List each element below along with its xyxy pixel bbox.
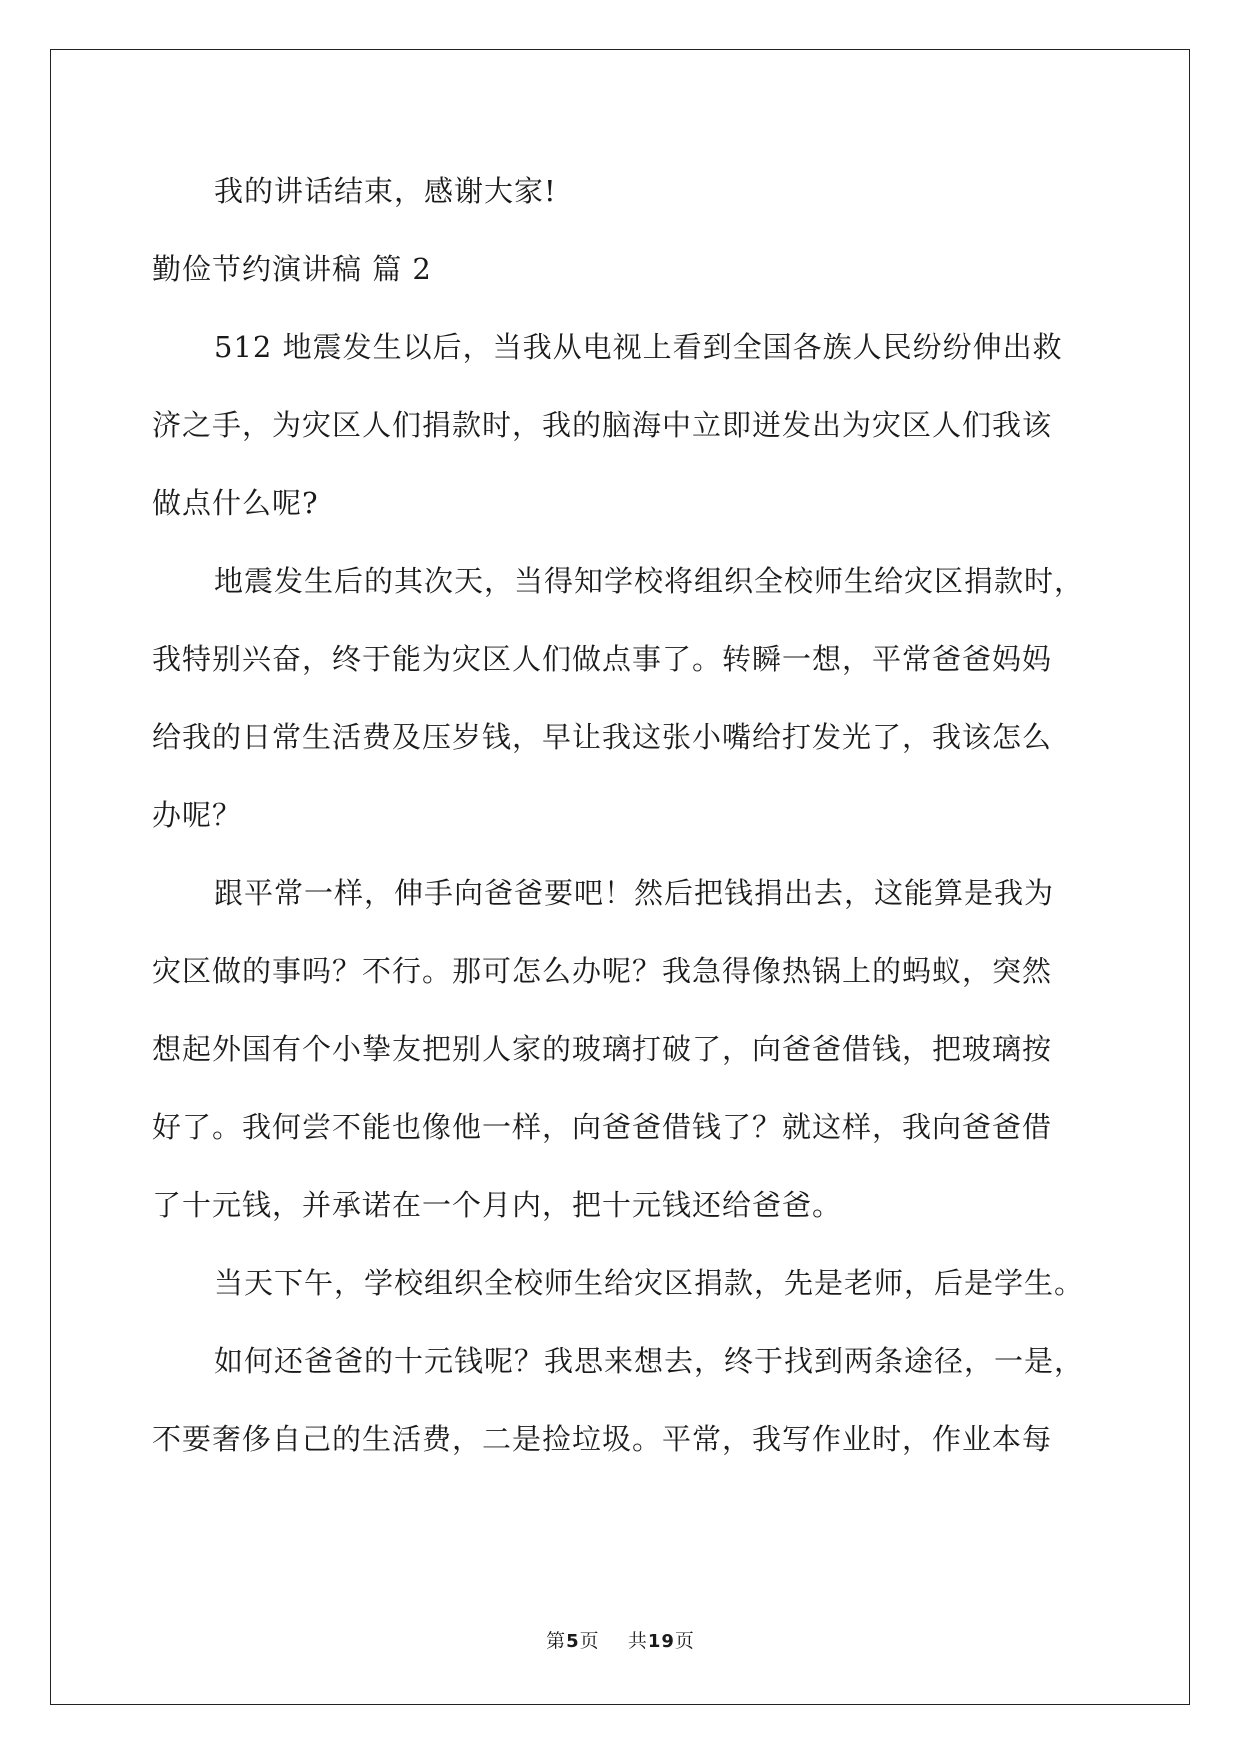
paragraph-line: 不要奢侈自己的生活费，二是捡垃圾。平常，我写作业时，作业本每 — [152, 1422, 1053, 1456]
paragraph-line: 地震发生后的其次天，当得知学校将组织全校师生给灾区捐款时， — [214, 564, 1085, 598]
paragraph-line: 如何还爸爸的十元钱呢？我思来想去，终于找到两条途径，一是， — [214, 1344, 1085, 1378]
page-footer — [0, 1626, 1241, 1653]
paragraph-line: 跟平常一样，伸手向爸爸要吧！然后把钱捐出去，这能算是我为 — [214, 876, 1055, 910]
paragraph-line: 我的讲话结束，感谢大家! — [214, 174, 557, 208]
footer-prefix: 第 — [546, 1630, 567, 1652]
footer-total-prefix: 共 — [627, 1630, 648, 1652]
paragraph-line: 当天下午，学校组织全校师生给灾区捐款，先是老师，后是学生。 — [214, 1266, 1085, 1300]
paragraph-line: 好了。我何尝不能也像他一样，向爸爸借钱了？就这样，我向爸爸借 — [152, 1110, 1053, 1144]
footer-page-suffix: 页 — [579, 1630, 600, 1652]
paragraph-line: 做点什么呢? — [152, 486, 319, 520]
page-number: 5 — [566, 1631, 580, 1652]
paragraph-line: 灾区做的事吗？不行。那可怎么办呢？我急得像热锅上的蚂蚁，突然 — [152, 954, 1053, 988]
footer-total-suffix: 页 — [674, 1630, 695, 1652]
paragraph-line: 济之手，为灾区人们捐款时，我的脑海中立即迸发出为灾区人们我该 — [152, 408, 1053, 442]
paragraph-line: 512 地震发生以后，当我从电视上看到全国各族人民纷纷伸出救 — [214, 330, 1063, 364]
paragraph-line: 我特别兴奋，终于能为灾区人们做点事了。转瞬一想，平常爸爸妈妈 — [152, 642, 1053, 676]
section-heading: 勤俭节约演讲稿 篇 2 — [152, 252, 432, 286]
page-total: 19 — [647, 1631, 675, 1652]
paragraph-line: 了十元钱，并承诺在一个月内，把十元钱还给爸爸。 — [152, 1188, 843, 1222]
paragraph-line: 办呢？ — [152, 798, 243, 832]
document-body — [152, 165, 1092, 1491]
paragraph-line: 想起外国有个小挚友把别人家的玻璃打破了，向爸爸借钱，把玻璃按 — [152, 1032, 1053, 1066]
paragraph-line: 给我的日常生活费及压岁钱，早让我这张小嘴给打发光了，我该怎么 — [152, 720, 1053, 754]
